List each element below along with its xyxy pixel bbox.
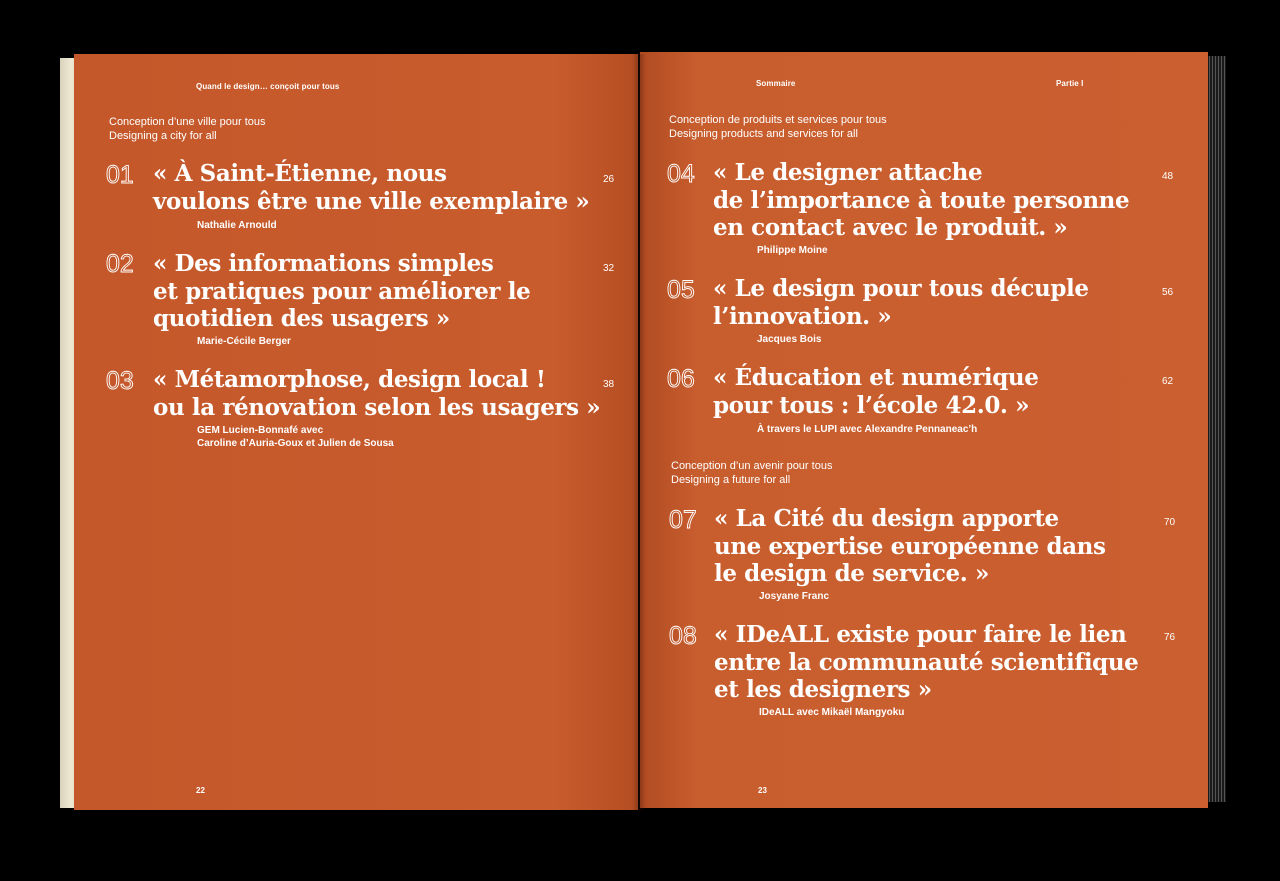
left-page (74, 54, 638, 810)
running-head-part: Partie I (1056, 79, 1084, 88)
entry-author: Nathalie Arnould (197, 220, 277, 231)
section-heading (671, 459, 832, 487)
section-title-fr: Conception d’un avenir pour tous (671, 460, 833, 472)
entry-number: 07 (669, 506, 697, 534)
entry-number: 03 (106, 367, 134, 395)
entry-page-number: 26 (603, 174, 615, 185)
section-title-en: Designing products and services for all (669, 128, 858, 140)
section-title-fr: Conception d’une ville pour tous (109, 116, 266, 128)
entry-number: 05 (667, 276, 695, 304)
entry-author: À travers le LUPI avec Alexandre Pennaneac’h (757, 424, 978, 435)
entry-page-number: 62 (1162, 376, 1174, 387)
entry-author: Josyane Franc (759, 591, 830, 602)
entry-title: « IDeALL existe pour faire le lien entre la communauté scientifique et les designers » (714, 621, 1139, 703)
book-gutter (632, 54, 646, 810)
entry-author: IDeALL avec Mikaël Mangyoku (759, 707, 905, 718)
entry-author: Philippe Moine (757, 245, 828, 256)
right-page (640, 52, 1208, 808)
entry-author: Marie-Cécile Berger (197, 336, 291, 347)
entry-page-number: 38 (603, 379, 615, 390)
section-title-en: Designing a city for all (109, 130, 217, 142)
entry-title: « Métamorphose, design local ! ou la rénovation selon les usagers » (153, 366, 601, 421)
section-heading (109, 115, 266, 143)
entry-title: « Le design pour tous décuple l’innovation. » (713, 275, 1089, 330)
section-heading (669, 113, 887, 141)
running-head: Sommaire (756, 79, 796, 88)
section-title-fr: Conception de produits et services pour tous (669, 114, 887, 126)
entry-page-number: 48 (1162, 171, 1174, 182)
entry-page-number: 76 (1164, 632, 1176, 643)
running-head: Quand le design… conçoit pour tous (196, 82, 340, 91)
entry-page-number: 56 (1162, 287, 1174, 298)
entry-number: 04 (667, 160, 695, 188)
entry-author: Jacques Bois (757, 334, 822, 345)
entry-number: 06 (667, 365, 695, 393)
page-folio: 22 (196, 786, 205, 795)
entry-title: « Le designer attache de l’importance à toute personne en contact avec le produit. » (713, 159, 1130, 241)
page-folio: 23 (758, 786, 767, 795)
page-edges-right (1206, 56, 1226, 802)
entry-page-number: 32 (603, 263, 615, 274)
entry-title: « À Saint-Étienne, nous voulons être une ville exemplaire » (153, 160, 590, 215)
entry-title: « Éducation et numérique pour tous : l’école 42.0. » (713, 364, 1039, 419)
section-title-en: Designing a future for all (671, 474, 791, 486)
entry-page-number: 70 (1164, 517, 1176, 528)
entry-number: 08 (669, 622, 697, 650)
entry-title: « Des informations simples et pratiques pour améliorer le quotidien des usagers » (153, 250, 531, 332)
entry-author: GEM Lucien-Bonnafé avec Caroline d’Auria-Goux et Julien de Sousa (197, 425, 394, 449)
entry-number: 02 (106, 250, 134, 278)
entry-number: 01 (106, 161, 134, 189)
entry-title: « La Cité du design apporte une expertise européenne dans le design de service. » (714, 505, 1106, 587)
